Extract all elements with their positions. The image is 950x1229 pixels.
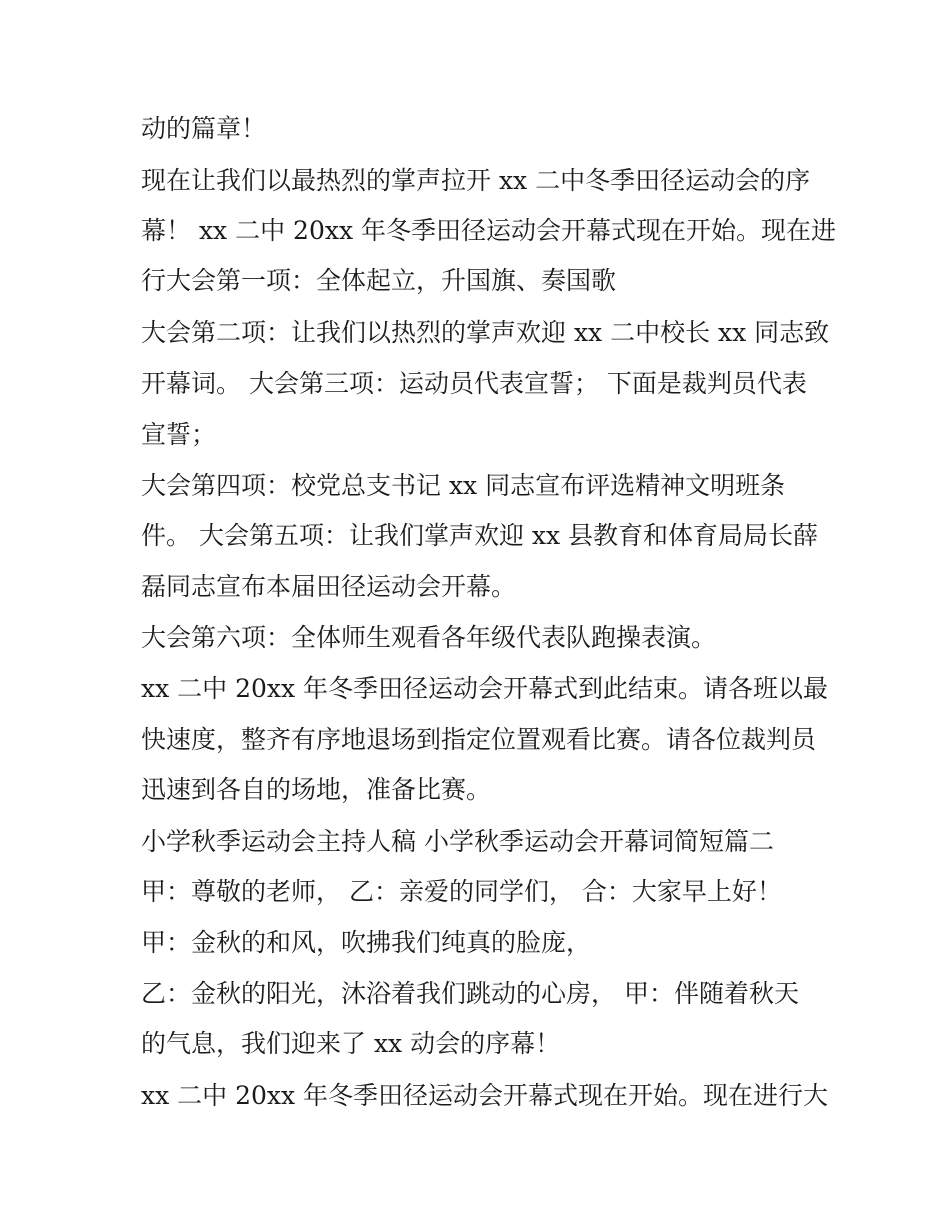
text-line: 甲：尊敬的老师， 乙：亲爱的同学们， 合：大家早上好！: [141, 877, 782, 906]
text-line: 大会第二项：让我们以热烈的掌声欢迎 xx 二中校长 xx 同志致: [141, 318, 830, 347]
text-line: 小学秋季运动会主持人稿 小学秋季运动会开幕词简短篇二: [141, 827, 774, 856]
text-line: xx 二中 20xx 年冬季田径运动会开幕式现在开始。现在进行大: [141, 1081, 829, 1110]
text-line: 乙：金秋的阳光，沐浴着我们跳动的心房， 甲：伴随着秋天: [141, 979, 799, 1008]
text-line: 动的篇章！: [141, 114, 267, 143]
text-line: 的气息，我们迎来了 xx 动会的序幕！: [141, 1029, 561, 1058]
text-line: 行大会第一项：全体起立，升国旗、奏国歌: [141, 266, 617, 295]
text-line: 大会第四项：校党总支书记 xx 同志宣布评选精神文明班条: [141, 471, 786, 500]
text-line: 大会第六项：全体师生观看各年级代表队跑操表演。: [141, 623, 717, 652]
text-line: 磊同志宣布本届田径运动会开幕。: [141, 572, 517, 601]
text-line: 甲：金秋的和风，吹拂我们纯真的脸庞，: [141, 928, 592, 957]
text-line: xx 二中 20xx 年冬季田径运动会开幕式到此结束。请各班以最: [141, 674, 829, 703]
text-line: 宣誓；: [141, 420, 217, 449]
text-line: 件。 大会第五项：让我们掌声欢迎 xx 县教育和体育局局长薛: [141, 521, 819, 550]
text-line: 快速度，整齐有序地退场到指定位置观看比赛。请各位裁判员: [141, 725, 817, 754]
text-line: 迅速到各自的场地，准备比赛。: [141, 775, 492, 804]
text-line: 现在让我们以最热烈的掌声拉开 xx 二中冬季田径运动会的序: [141, 166, 811, 195]
text-line: 幕！ xx 二中 20xx 年冬季田径运动会开幕式现在开始。现在进: [141, 216, 836, 245]
text-line: 开幕词。 大会第三项：运动员代表宣誓； 下面是裁判员代表: [141, 369, 807, 398]
